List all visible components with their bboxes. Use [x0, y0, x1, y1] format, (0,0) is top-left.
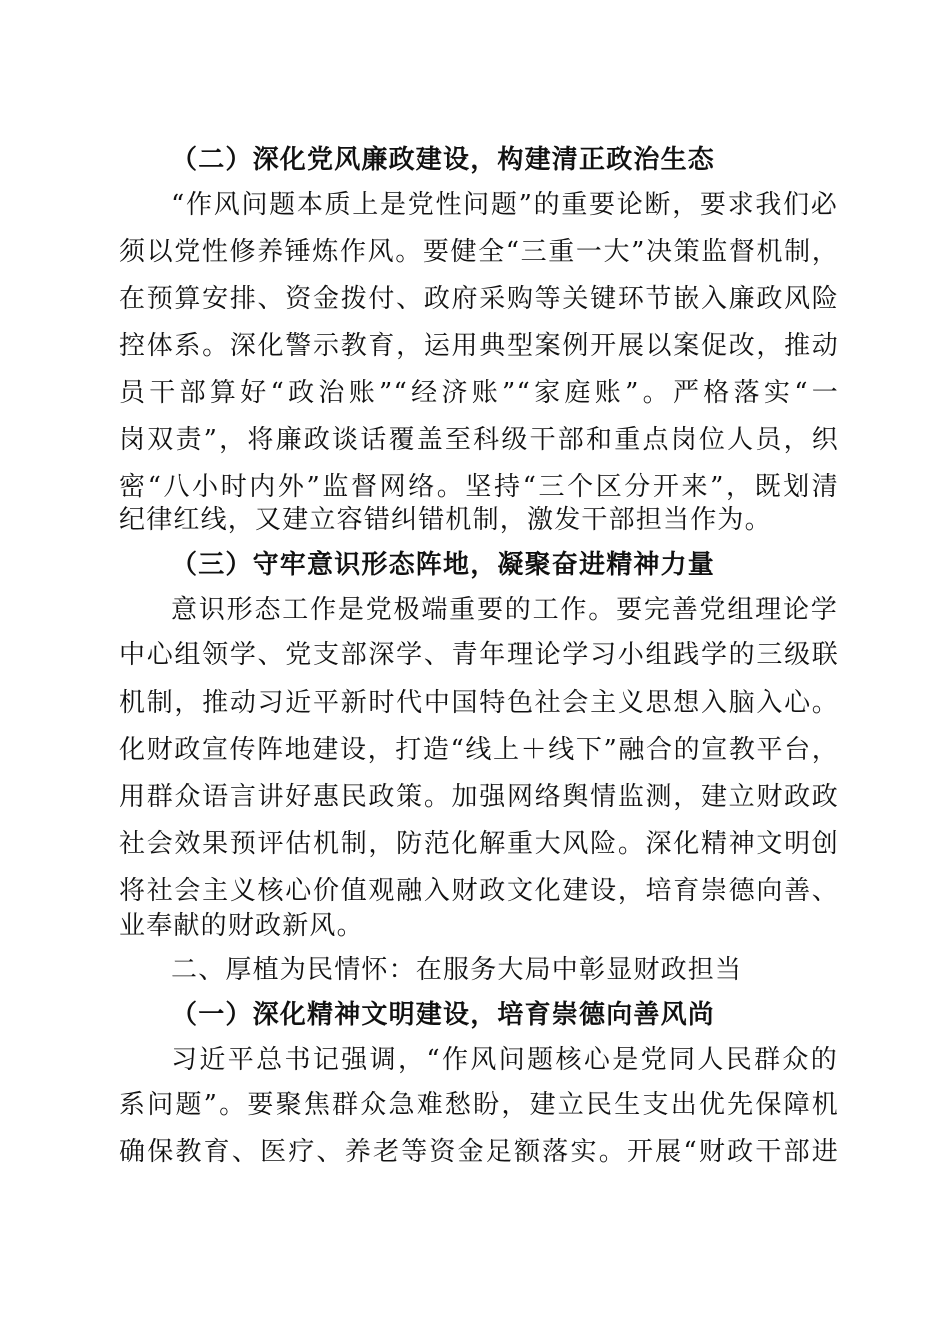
paragraph-line: 用群众语言讲好惠民政策。加强网络舆情监测，建立财政政 — [119, 782, 839, 812]
paragraph-line: 社会效果预评估机制，防范化解重大风险。深化精神文明创 — [119, 829, 839, 859]
paragraph-line: 机制，推动习近平新时代中国特色社会主义思想入脑入心。 — [119, 688, 839, 718]
paragraph-line: 密“八小时内外”监督网络。坚持“三个区分开来”，既划清 — [119, 472, 839, 502]
section-heading: 二、厚植为民情怀：在服务大局中彰显财政担当 — [171, 955, 743, 985]
paragraph-line: 确保教育、医疗、养老等资金足额落实。开展“财政干部进 — [119, 1137, 839, 1167]
paragraph-line: 岗双责”，将廉政谈话覆盖至科级干部和重点岗位人员，织 — [119, 425, 839, 455]
subheading-3: （三）守牢意识形态阵地，凝聚奋进精神力量 — [171, 550, 716, 580]
paragraph-line: 将社会主义核心价值观融入财政文化建设，培育崇德向善、 — [119, 876, 839, 906]
paragraph-line: 控体系。深化警示教育，运用典型案例开展以案促改，推动 — [119, 331, 839, 361]
paragraph-line: “作风问题本质上是党性问题”的重要论断，要求我们必 — [171, 190, 838, 220]
paragraph-line: 业奉献的财政新风。 — [119, 911, 364, 941]
paragraph-line: 纪律红线，又建立容错纠错机制，激发干部担当作为。 — [119, 505, 772, 535]
subheading-1: （一）深化精神文明建设，培育崇德向善风尚 — [171, 1000, 716, 1030]
paragraph-line: 员干部算好“政治账”“经济账”“家庭账”。严格落实“一 — [119, 378, 839, 408]
paragraph-line: 化财政宣传阵地建设，打造“线上＋线下”融合的宣教平台， — [119, 735, 839, 765]
paragraph-line: 在预算安排、资金拨付、政府采购等关键环节嵌入廉政风险 — [119, 284, 839, 314]
subheading-2: （二）深化党风廉政建设，构建清正政治生态 — [171, 145, 716, 175]
paragraph-line: 习近平总书记强调，“作风问题核心是党同人民群众的 — [171, 1045, 838, 1075]
paragraph-line: 须以党性修养锤炼作风。要健全“三重一大”决策监督机制， — [119, 237, 839, 267]
paragraph-line: 中心组领学、党支部深学、青年理论学习小组践学的三级联 — [119, 640, 839, 670]
paragraph-line: 系问题”。要聚焦群众急难愁盼，建立民生支出优先保障机 — [119, 1090, 839, 1120]
paragraph-line: 意识形态工作是党极端重要的工作。要完善党组理论学 — [171, 595, 838, 625]
